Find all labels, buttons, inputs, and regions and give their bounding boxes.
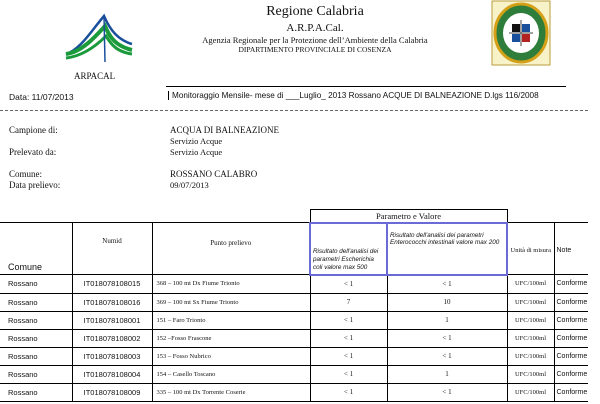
data-prelievo-label: Data prelievo: bbox=[9, 180, 61, 190]
col-header-numid: Numid bbox=[72, 223, 152, 275]
row-enterococchi-value: < 1 bbox=[387, 329, 507, 347]
row-unita: UFC/100ml bbox=[507, 365, 554, 383]
col-header-escherichia: Risultato dell'analisi dei parametri Escherichia coli valore max 500 bbox=[310, 223, 387, 275]
row-enterococchi-value: < 1 bbox=[387, 347, 507, 365]
row-punto-prelievo: 335 – 100 mt Dx Torrente Coserie bbox=[152, 383, 310, 401]
seal-icon bbox=[491, 0, 551, 66]
table-row bbox=[0, 311, 588, 329]
table-row bbox=[0, 275, 588, 294]
regione-calabria-seal bbox=[491, 0, 551, 66]
row-enterococchi-value: < 1 bbox=[387, 383, 507, 401]
header-rule bbox=[0, 110, 588, 111]
row-enterococchi-value: < 1 bbox=[387, 275, 507, 294]
comune-value: ROSSANO CALABRO bbox=[170, 169, 258, 179]
header-subtitle: A.R.P.A.Cal. bbox=[286, 22, 344, 34]
row-punto-prelievo: 154 – Casello Toscano bbox=[152, 365, 310, 383]
report-date: Data: 11/07/2013 bbox=[9, 92, 74, 102]
row-enterococchi-value: 1 bbox=[387, 311, 507, 329]
header-department: DIPARTIMENTO PROVINCIALE DI COSENZA bbox=[238, 45, 392, 54]
row-note: Conforme bbox=[554, 275, 588, 294]
data-prelievo-value: 09/07/2013 bbox=[170, 180, 209, 190]
row-numid: IT018078108016 bbox=[72, 293, 152, 311]
row-numid: IT018078108015 bbox=[72, 275, 152, 294]
row-escherichia-value: < 1 bbox=[310, 329, 387, 347]
row-punto-prelievo: 369 – 100 mt Sx Fiume Trionto bbox=[152, 293, 310, 311]
col-header-unita: Unità di misura bbox=[507, 223, 554, 275]
row-punto-prelievo: 151 – Faro Trionto bbox=[152, 311, 310, 329]
row-note: Conforme bbox=[554, 383, 588, 401]
servizio-value: Servizio Acque bbox=[170, 136, 223, 146]
row-unita: UFC/100ml bbox=[507, 311, 554, 329]
table-row bbox=[0, 365, 588, 383]
row-numid: IT018078108009 bbox=[72, 383, 152, 401]
row-escherichia-value: < 1 bbox=[310, 365, 387, 383]
row-enterococchi-value: 10 bbox=[387, 293, 507, 311]
header-title: Regione Calabria bbox=[266, 4, 364, 19]
row-comune: Rossano bbox=[0, 311, 72, 329]
prelevato-value: Servizio Acque bbox=[170, 147, 223, 157]
arpacal-logo-caption: ARPACAL bbox=[74, 71, 116, 81]
group-header-parametro: Parametro e Valore bbox=[310, 210, 507, 223]
arpacal-logo-icon bbox=[52, 10, 142, 68]
table-row bbox=[0, 383, 588, 401]
row-escherichia-value: 7 bbox=[310, 293, 387, 311]
row-punto-prelievo: 152 –Fosso Frascone bbox=[152, 329, 310, 347]
col-header-enterococchi: Risultato dell'analisi dei parametri Enterococchi intestinali valore max 200 bbox=[387, 223, 507, 275]
row-comune: Rossano bbox=[0, 347, 72, 365]
campione-label: Campione di: bbox=[9, 125, 58, 135]
prelevato-label: Prelevato da: bbox=[9, 147, 57, 157]
row-note: Conforme bbox=[554, 365, 588, 383]
row-unita: UFC/100ml bbox=[507, 347, 554, 365]
row-note: Conforme bbox=[554, 293, 588, 311]
row-punto-prelievo: 153 – Fosso Nubrico bbox=[152, 347, 310, 365]
row-numid: IT018078108001 bbox=[72, 311, 152, 329]
row-comune: Rossano bbox=[0, 275, 72, 294]
col-header-comune: Comune bbox=[0, 223, 72, 275]
row-escherichia-value: < 1 bbox=[310, 311, 387, 329]
col-header-punto: Punto prelievo bbox=[152, 223, 310, 275]
header-agency: Agenzia Regionale per la Protezione dell’Ambiente della Calabria bbox=[202, 35, 428, 45]
row-numid: IT018078108004 bbox=[72, 365, 152, 383]
row-unita: UFC/100ml bbox=[507, 275, 554, 294]
row-escherichia-value: < 1 bbox=[310, 275, 387, 294]
row-unita: UFC/100ml bbox=[507, 383, 554, 401]
row-comune: Rossano bbox=[0, 293, 72, 311]
row-numid: IT018078108003 bbox=[72, 347, 152, 365]
row-escherichia-value: < 1 bbox=[310, 347, 387, 365]
row-escherichia-value: < 1 bbox=[310, 383, 387, 401]
table-row bbox=[0, 329, 588, 347]
row-note: Conforme bbox=[554, 347, 588, 365]
arpacal-logo bbox=[52, 10, 142, 80]
seal-text bbox=[491, 0, 501, 1]
results-table bbox=[0, 209, 588, 402]
row-note: Conforme bbox=[554, 329, 588, 347]
comune-label: Comune: bbox=[9, 169, 42, 179]
row-unita: UFC/100ml bbox=[507, 293, 554, 311]
row-enterococchi-value: 1 bbox=[387, 365, 507, 383]
row-numid: IT018078108002 bbox=[72, 329, 152, 347]
report-title-rule-top bbox=[166, 86, 566, 87]
col-header-note: Note bbox=[554, 223, 588, 275]
table-row bbox=[0, 347, 588, 365]
campione-value: ACQUA DI BALNEAZIONE bbox=[170, 125, 279, 135]
report-title: Monitoraggio Mensile- mese di ___Luglio_ 2013 Rossano ACQUE DI BALNEAZIONE D.lgs 116/2008 bbox=[168, 91, 539, 100]
table-row bbox=[0, 293, 588, 311]
row-note: Conforme bbox=[554, 311, 588, 329]
row-comune: Rossano bbox=[0, 365, 72, 383]
row-comune: Rossano bbox=[0, 329, 72, 347]
row-unita: UFC/100ml bbox=[507, 329, 554, 347]
row-punto-prelievo: 368 – 100 mt Dx Fiume Trionto bbox=[152, 275, 310, 294]
row-comune: Rossano bbox=[0, 383, 72, 401]
